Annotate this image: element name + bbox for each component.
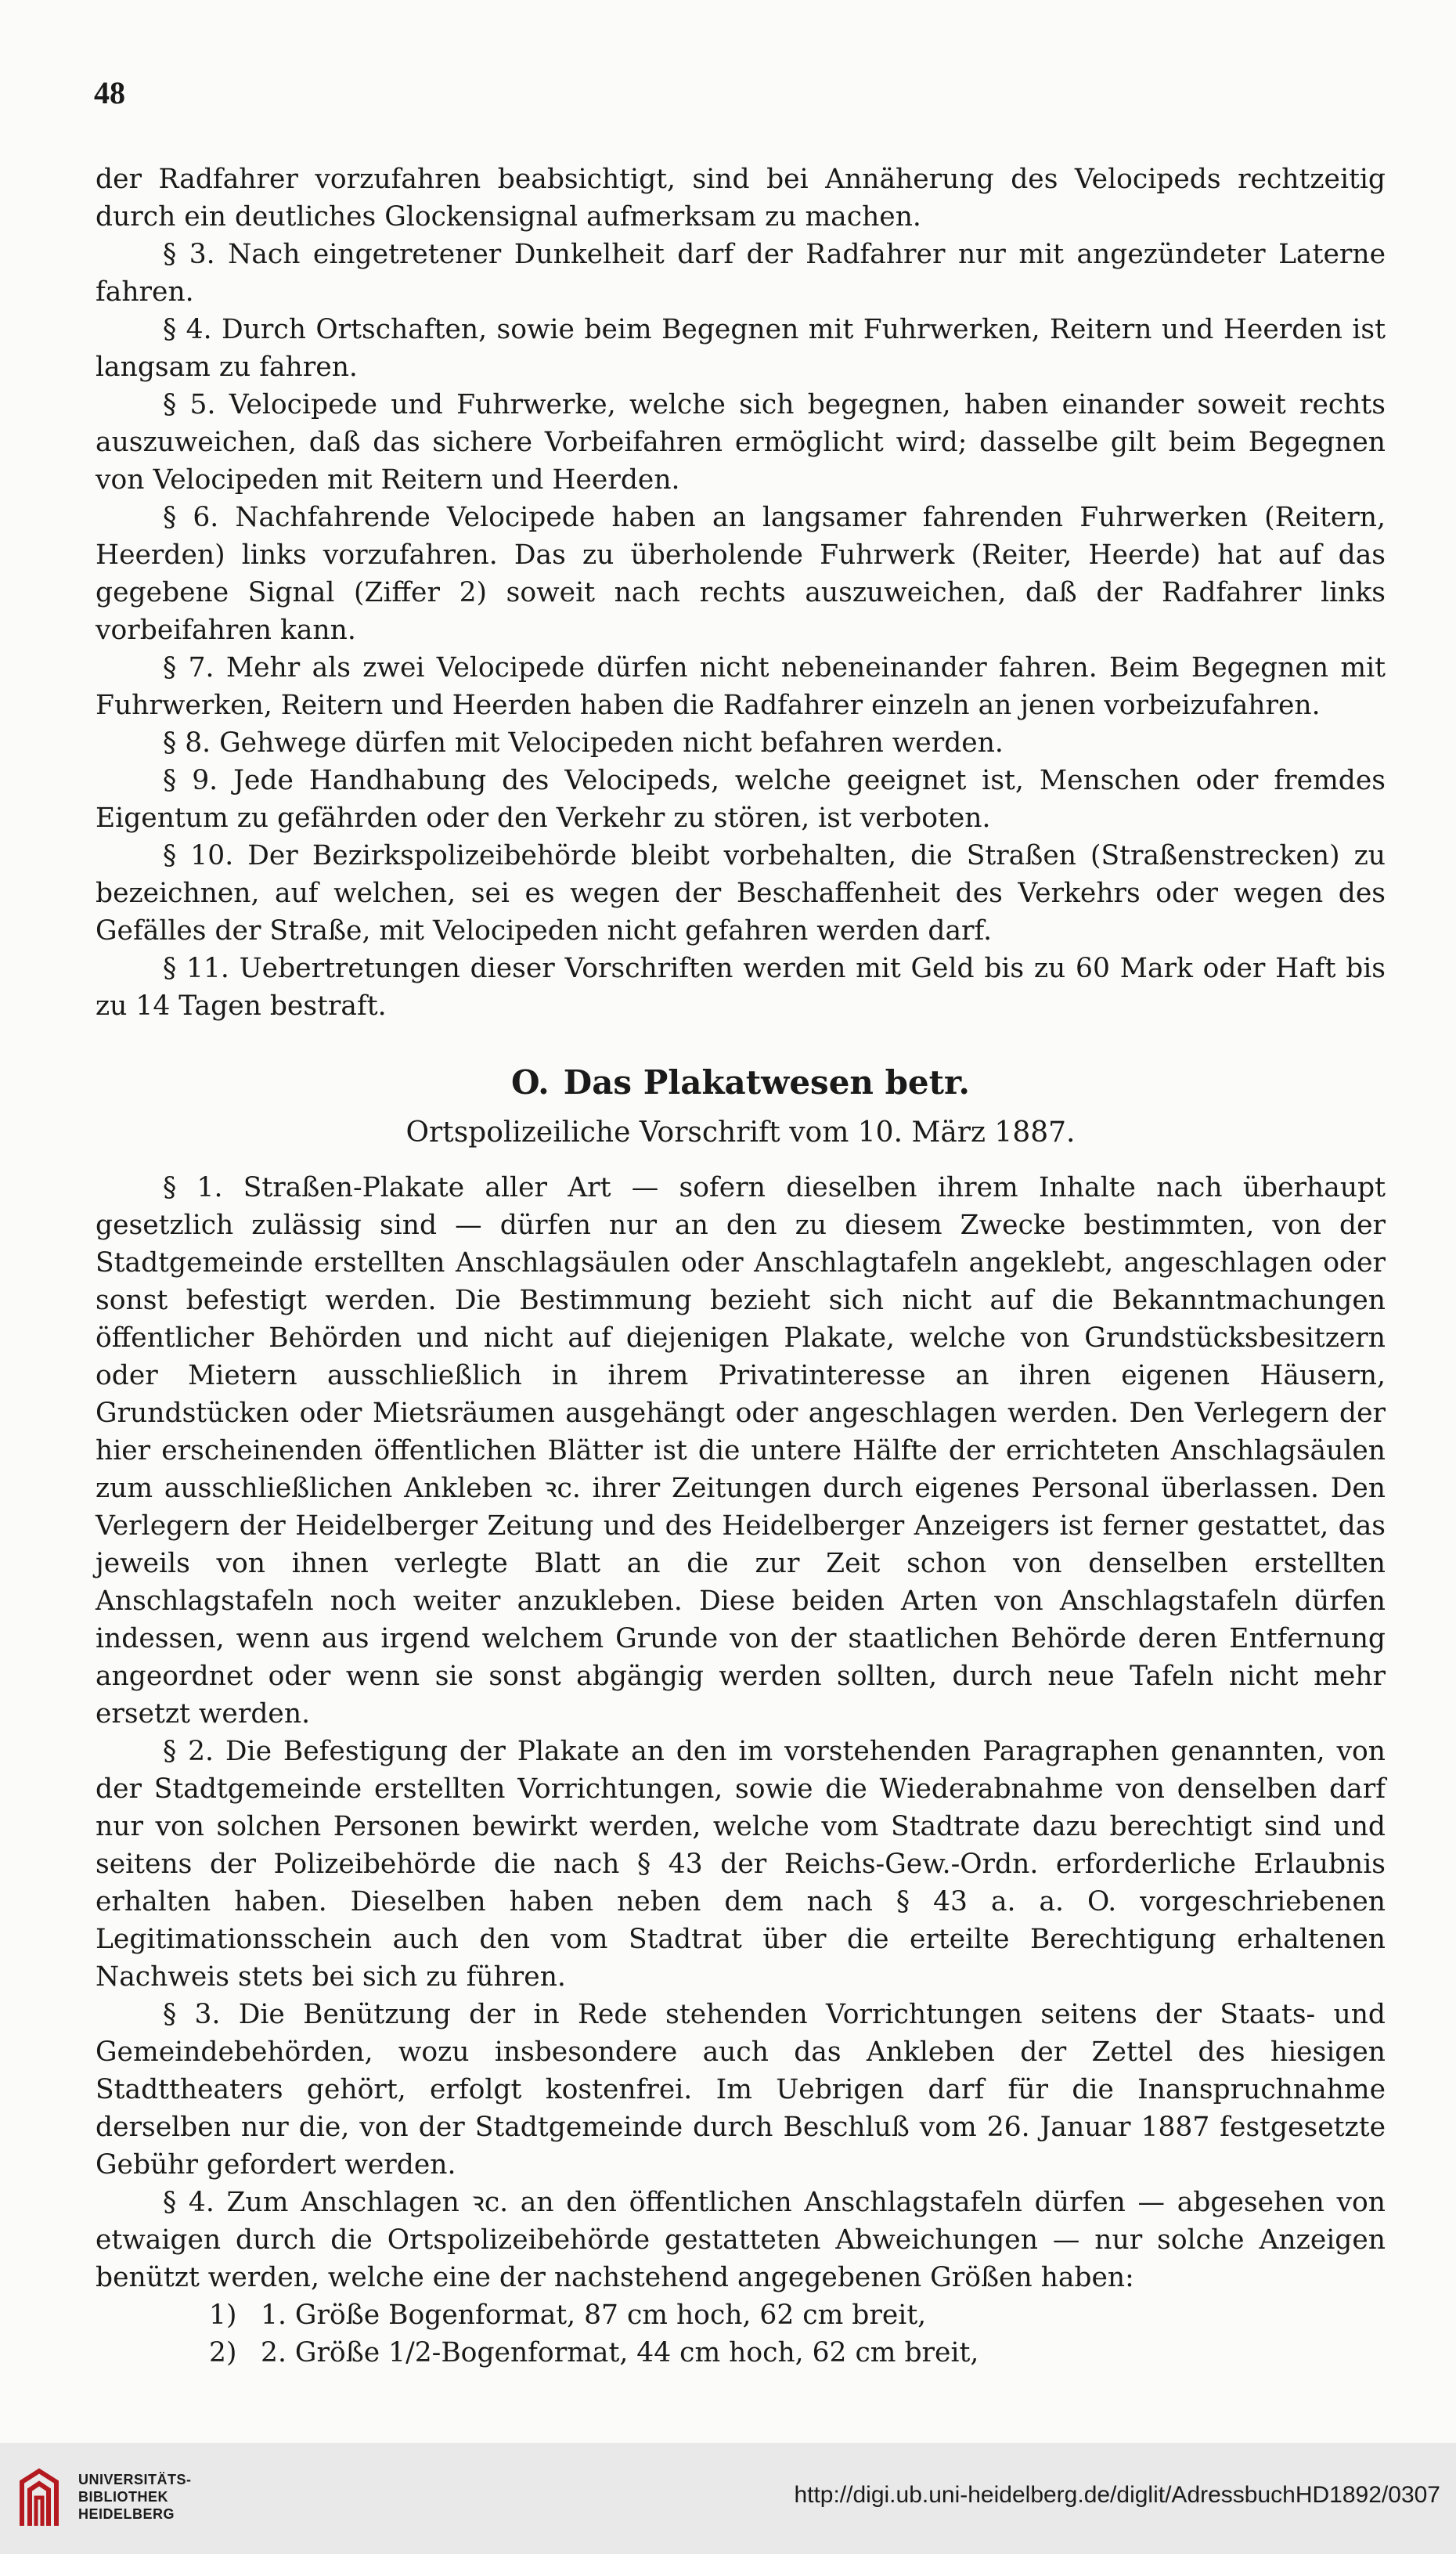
poster-regulations-paragraphs	[96, 1169, 1386, 2296]
footer-bar	[0, 2443, 1456, 2554]
paragraph: § 4. Zum Anschlagen ꝛc. an den öffentlichen Anschlagstafeln dürfen — abgesehen von etwaigen durch die Ortspolizeibehörde gestatteten Abweichungen — nur solche Anzeigen benützt werden, welche eine der nachstehend angegebenen Größen haben:	[96, 2187, 1386, 2293]
list-number: 1)	[209, 2300, 237, 2331]
paragraph: § 6. Nachfahrende Velocipede haben an langsamer fahrenden Fuhrwerken (Reitern, Heerden) links vorzufahren. Das zu überholende Fuhrwerk (Reiter, Heerde) hat auf das gegebene Signal (Ziffer 2) soweit nach rechts auszuweichen, daß der Radfahrer links vorbeifahren kann.	[96, 502, 1386, 646]
page-body	[96, 161, 1386, 2372]
library-name	[78, 2471, 192, 2523]
size-list	[96, 2296, 1386, 2372]
paragraph: der Radfahrer vorzufahren beabsichtigt, sind bei Annäherung des Velocipeds rechtzeitig durch ein deutliches Glockensignal aufmerksam zu machen.	[96, 164, 1386, 233]
list-text: 1. Größe Bogenformat, 87 cm hoch, 62 cm breit,	[261, 2300, 927, 2331]
paragraph: § 10. Der Bezirkspolizeibehörde bleibt vorbehalten, die Straßen (Straßenstrecken) zu bezeichnen, auf welchen, sei es wegen der Beschaffenheit des Verkehrs oder wegen des Gefälles der Straße, mit Velocipeden nicht gefahren werden darf.	[96, 840, 1386, 947]
library-name-line: HEIDELBERG	[78, 2506, 175, 2522]
paragraph: § 11. Uebertretungen dieser Vorschriften werden mit Geld bis zu 60 Mark oder Haft bis zu 14 Tagen bestraft.	[96, 953, 1386, 1022]
paragraph: § 9. Jede Handhabung des Velocipeds, welche geeignet ist, Menschen oder fremdes Eigentum zu gefährden oder den Verkehr zu stören, ist verboten.	[96, 765, 1386, 834]
paragraph: § 8. Gehwege dürfen mit Velocipeden nicht befahren werden.	[163, 727, 1004, 759]
cycling-regulations-paragraphs	[96, 161, 1386, 1025]
section-heading	[96, 1061, 1386, 1105]
library-name-line: UNIVERSITÄTS-	[78, 2472, 192, 2487]
library-name-line: BIBLIOTHEK	[78, 2489, 168, 2505]
paragraph: § 3. Die Benützung der in Rede stehenden Vorrichtungen seitens der Staats- und Gemeindebehörden, wozu insbesondere auch das Ankleben der Zettel des hiesigen Stadttheaters gehört, erfolgt kostenfrei. Im Uebrigen darf für die Inanspruchnahme derselben nur die, von der Stadtgemeinde durch Beschluß vom 26. Januar 1887 festgesetzte Gebühr gefordert werden.	[96, 1999, 1386, 2181]
paragraph: § 1. Straßen-Plakate aller Art — sofern dieselben ihrem Inhalte nach überhaupt gesetzlich zulässig sind — dürfen nur an den zu diesem Zwecke bestimmten, von der Stadtgemeinde erstellten Anschlagsäulen oder Anschlagtafeln angeklebt, angeschlagen oder sonst befestigt werden. Die Bestimmung bezieht sich nicht auf die Bekanntmachungen öffentlicher Behörden und nicht auf diejenigen Plakate, welche von Grundstücksbesitzern oder Mietern ausschließlich in ihrem Privatinteresse an ihren eigenen Häusern, Grundstücken oder Mietsräumen ausgehängt oder angeschlagen werden. Den Verlegern der hier erscheinenden öffentlichen Blätter ist die untere Hälfte der errichteten Anschlagsäulen zum ausschließlichen Ankleben ꝛc. ihrer Zeitungen durch eigenes Personal überlassen. Den Verlegern der Heidelberger Zeitung und des Heidelberger Anzeigers ist ferner gestattet, das jeweils von ihnen verlegte Blatt an die zur Zeit schon von denselben erstellten Anschlagstafeln noch weiter anzukleben. Diese beiden Arten von Anschlagstafeln dürfen indessen, wenn aus irgend welchem Grunde von der staatlichen Behörde deren Entfernung angeordnet oder wenn sie sonst abgängig werden sollten, durch neue Tafeln nicht mehr ersetzt werden.	[96, 1172, 1386, 1730]
section-title: Das Plakatwesen betr.	[563, 1063, 970, 1102]
section-letter: O.	[511, 1063, 550, 1102]
paragraph: § 5. Velocipede und Fuhrwerke, welche sich begegnen, haben einander soweit rechts auszuweichen, daß das sichere Vorbeifahren ermöglicht wird; dasselbe gilt beim Begegnen von Velocipeden mit Reitern und Heerden.	[96, 389, 1386, 496]
paragraph: § 3. Nach eingetretener Dunkelheit darf der Radfahrer nur mit angezündeter Laterne fahren.	[96, 239, 1386, 308]
paragraph: § 7. Mehr als zwei Velocipede dürfen nicht nebeneinander fahren. Beim Begegnen mit Fuhrwerken, Reitern und Heerden haben die Radfahrer einzeln an jenen vorbeizufahren.	[96, 652, 1386, 721]
paragraph: § 4. Durch Ortschaften, sowie beim Begegnen mit Fuhrwerken, Reitern und Heerden ist langsam zu fahren.	[96, 314, 1386, 383]
section-subtitle: Ortspolizeiliche Vorschrift vom 10. März 1887.	[405, 1116, 1076, 1149]
paragraph: § 2. Die Befestigung der Plakate an den im vorstehenden Paragraphen genannten, von der Stadtgemeinde erstellten Vorrichtungen, sowie die Wiederabnahme von denselben darf nur von solchen Personen bewirkt werden, welche vom Stadtrate dazu berechtigt sind und seitens der Polizeibehörde die nach § 43 der Reichs-Gew.-Ordn. erforderliche Erlaubnis erhalten haben. Dieselben haben neben dem nach § 43 a. a. O. vorgeschriebenen Legitimationsschein auch den vom Stadtrat über die erteilte Berechtigung erhaltenen Nachweis stets bei sich zu führen.	[96, 1736, 1386, 1993]
source-url-link[interactable]: http://digi.ub.uni-heidelberg.de/diglit/AdressbuchHD1892/0307	[794, 2482, 1440, 2508]
list-item	[96, 2334, 1386, 2372]
list-text: 2. Größe 1/2-Bogenformat, 44 cm hoch, 62 cm breit,	[261, 2337, 979, 2368]
list-number: 2)	[209, 2337, 237, 2368]
page-number: 48	[94, 75, 125, 110]
list-item	[96, 2296, 1386, 2334]
library-logo-icon	[14, 2465, 64, 2532]
